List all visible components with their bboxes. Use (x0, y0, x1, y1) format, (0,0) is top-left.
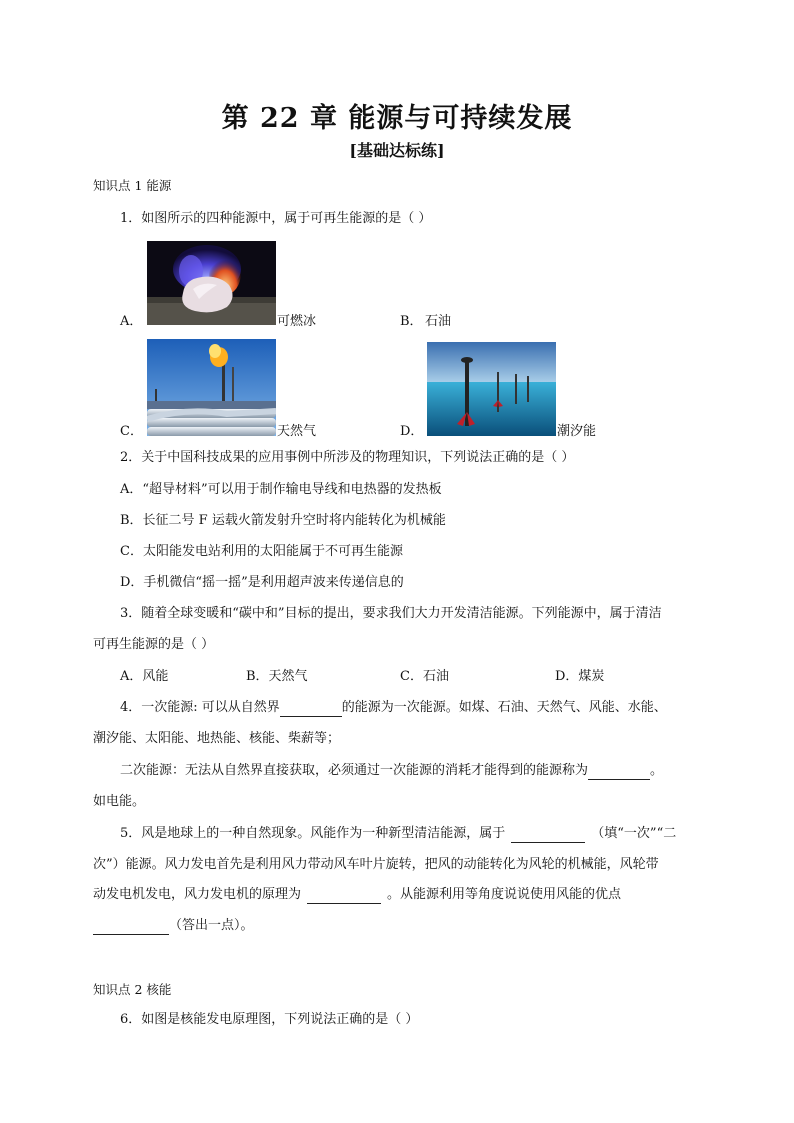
question-5-line-1 (120, 825, 676, 843)
q2-option-d: D．手机微信“摇一摇”是利用超声波来传递信息的 (120, 575, 404, 590)
q1-option-d-letter: D． (400, 424, 424, 439)
q4-text-part-4: 。 (650, 763, 664, 778)
question-4-line-4: 如电能。 (93, 794, 146, 809)
question-5-line-3 (93, 886, 621, 904)
q5-text-part-2: （填“一次”“二 (591, 826, 677, 841)
q4-blank-1[interactable] (280, 702, 342, 717)
q5-text-part-5: （答出一点）。 (169, 918, 254, 933)
page-subtitle: [基础达标练] (349, 141, 445, 160)
q1-option-c-text: 天然气 (277, 424, 317, 439)
question-4-line-2: 潮汐能、太阳能、地热能、核能、柴薪等； (93, 731, 341, 746)
q2-option-c: C．太阳能发电站利用的太阳能属于不可再生能源 (120, 544, 403, 559)
section-heading-nuclear: 知识点 2 核能 (93, 982, 172, 997)
question-1-stem: 1．如图所示的四种能源中，属于可再生能源的是（ ） (120, 211, 432, 226)
q2-option-b: B．长征二号 F 运载火箭发射升空时将内能转化为机械能 (120, 513, 446, 528)
q1-option-a-text: 可燃冰 (277, 314, 317, 329)
section-heading-energy: 知识点 1 能源 (93, 178, 172, 193)
q1-option-c-letter: C． (120, 424, 143, 439)
q4-text-part-3: 二次能源：无法从自然界直接获取，必须通过一次能源的消耗才能得到的能源称为 (120, 763, 589, 778)
question-5-line-4 (93, 917, 254, 935)
question-5-line-2: 次”）能源。风力发电首先是利用风力带动风车叶片旋转，把风的动能转化为风轮的机械能，风轮带 (93, 857, 659, 872)
question-3-line-1: 3．随着全球变暖和“碳中和”目标的提出，要求我们大力开发清洁能源。下列能源中，属于清洁 (120, 606, 662, 621)
q5-blank-3[interactable] (93, 920, 169, 935)
question-4-line-3 (120, 762, 663, 780)
q3-option-d: D．煤炭 (555, 669, 605, 684)
q5-blank-2[interactable] (307, 889, 381, 904)
q2-option-a: A．“超导材料”可以用于制作输电导线和电热器的发热板 (120, 482, 442, 497)
q1-option-a-letter: A． (120, 314, 143, 329)
natural-gas-image (147, 339, 276, 436)
q1-option-d-text: 潮汐能 (557, 424, 597, 439)
q3-option-b: B．天然气 (246, 669, 308, 684)
q1-option-b-text: 石油 (425, 314, 452, 329)
q4-blank-2[interactable] (588, 765, 650, 780)
q3-option-c: C．石油 (400, 669, 449, 684)
question-6-stem: 6．如图是核能发电原理图，下列说法正确的是（ ） (120, 1012, 419, 1027)
tidal-energy-image (427, 342, 556, 436)
page-title: 第 22 章 能源与可持续发展 (221, 103, 573, 134)
q4-text-part-1: 4．一次能源: 可以从自然界 (120, 700, 280, 715)
q3-option-a: A．风能 (120, 669, 169, 684)
question-2-stem: 2．关于中国科技成果的应用事例中所涉及的物理知识，下列说法正确的是（ ） (120, 450, 575, 465)
q1-option-b-letter: B． (400, 314, 423, 329)
question-4-line-1 (120, 699, 667, 717)
combustible-ice-image (147, 241, 276, 325)
question-3-line-2: 可再生能源的是（ ） (93, 637, 215, 652)
q5-blank-1[interactable] (511, 828, 585, 843)
q5-text-part-4: 。从能源利用等角度说说使用风能的优点 (387, 887, 622, 902)
q4-text-part-2: 的能源为一次能源。如煤、石油、天然气、风能、水能、 (341, 700, 667, 715)
q5-text-part-3: 动发电机发电，风力发电机的原理为 (93, 887, 302, 902)
q5-text-part-1: 5．风是地球上的一种自然现象。风能作为一种新型清洁能源，属于 (120, 826, 506, 841)
